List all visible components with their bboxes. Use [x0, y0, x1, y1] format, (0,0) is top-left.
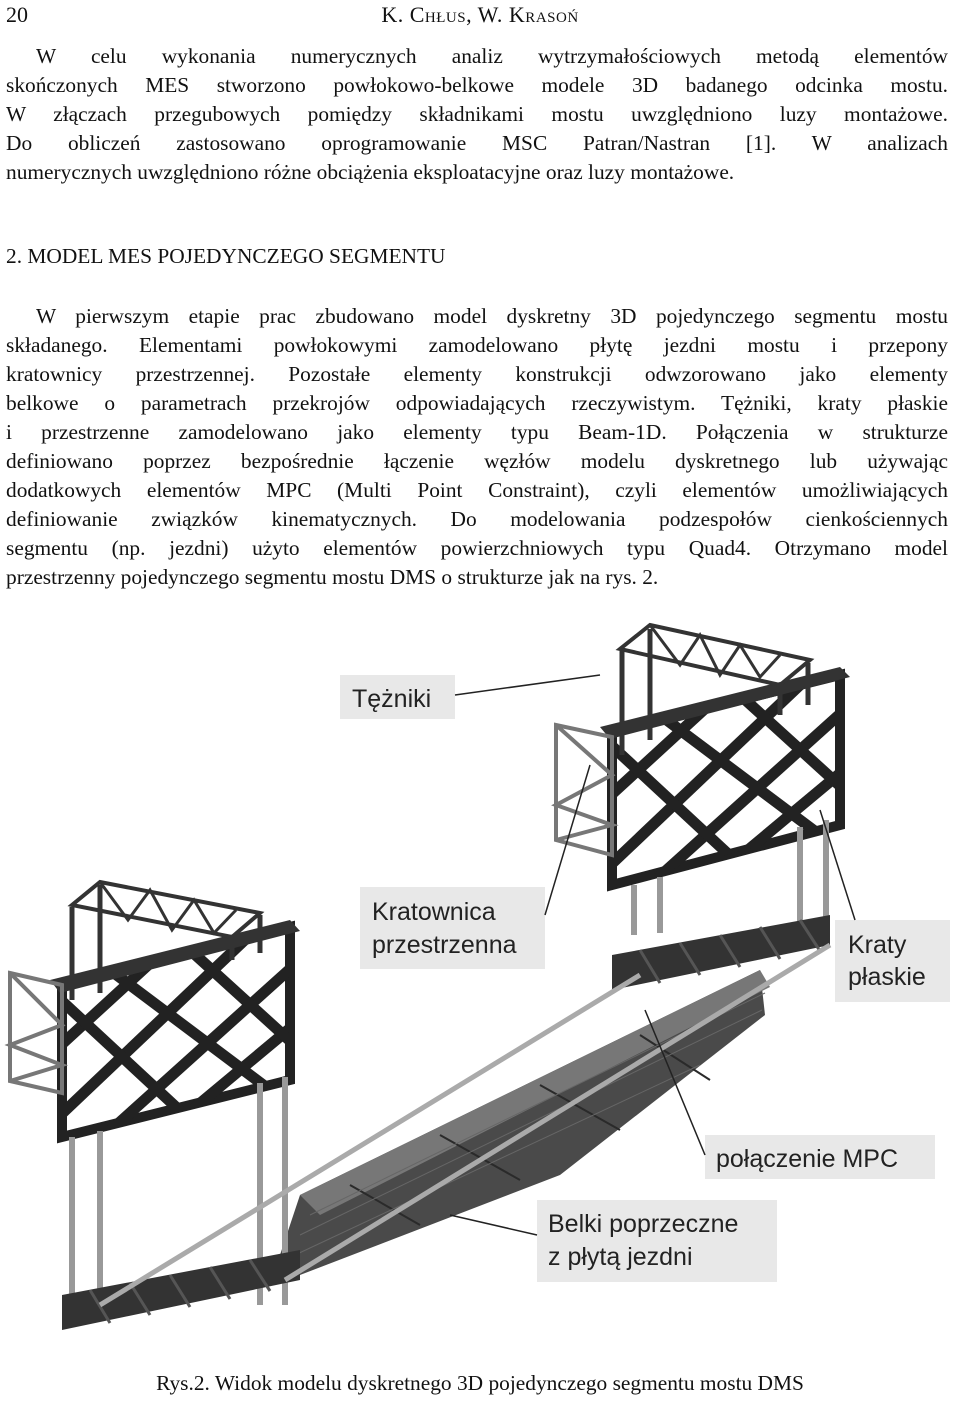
svg-text:Kraty: Kraty	[848, 931, 907, 959]
svg-text:Belki poprzeczne: Belki poprzeczne	[548, 1210, 739, 1238]
section-heading: 2. MODEL MES POJEDYNCZEGO SEGMENTU	[6, 244, 446, 268]
svg-text:Kratownica: Kratownica	[372, 898, 496, 926]
page-number: 20	[6, 2, 28, 27]
label-belki	[450, 1200, 777, 1282]
text-line: przestrzenny pojedynczego segmentu mostu DMS o strukturze jak na rys. 2.	[6, 565, 659, 589]
text-line: definiowano poprzez bezpośrednie łączenie węzłów modelu dyskretnego lub używając	[6, 449, 948, 473]
text-line: kratownicy przestrzennej. Pozostałe elementy konstrukcji odwzorowano jako elementy	[6, 362, 948, 386]
text-line: skończonych MES stworzono powłokowo-belkowe modele 3D badanego odcinka mostu.	[6, 73, 948, 97]
section-paragraph	[6, 302, 948, 592]
far-truss-panel	[600, 667, 850, 885]
text-line: W pierwszym etapie prac zbudowano model dyskretny 3D pojedynczego segmentu mostu	[36, 304, 948, 328]
text-line: i przestrzenne zamodelowano jako elementy typu Beam-1D. Połączenia w strukturze	[6, 420, 948, 444]
svg-text:przestrzenna: przestrzenna	[372, 931, 517, 959]
bridge-model-figure	[0, 615, 960, 1355]
text-line: W celu wykonania numerycznych analiz wytrzymałościowych metodą elementów	[36, 44, 948, 68]
running-authors: K. Chłus, W. Krasoń	[381, 2, 579, 27]
svg-text:płaskie: płaskie	[848, 963, 926, 991]
text-line: W złączach przegubowych pomiędzy składnikami mostu uwzględniono luzy montażowe.	[6, 102, 948, 126]
near-side-lattice	[10, 973, 62, 1093]
figure-caption: Rys.2. Widok modelu dyskretnego 3D pojedynczego segmentu mostu DMS	[156, 1371, 804, 1395]
text-line: składanego. Elementami powłokowymi zamodelowano płytę jezdni mostu i przepony	[6, 333, 948, 357]
text-line: Do obliczeń zastosowano oprogramowanie MSC Patran/Nastran [1]. W analizach	[6, 131, 948, 155]
text-line: definiowanie związków kinematycznych. Do modelowania podzespołów cienkościennych	[6, 507, 948, 531]
far-bottom-chord	[612, 915, 830, 990]
far-side-lattice	[556, 725, 612, 855]
label-tezniki	[340, 675, 600, 719]
text-line: numerycznych uwzględniono różne obciążenia eksploatacyjne oraz luzy montażowe.	[6, 160, 735, 184]
page-header	[0, 0, 960, 30]
svg-text:Tężniki: Tężniki	[352, 685, 432, 713]
label-kraty	[820, 810, 950, 1002]
intro-paragraph	[6, 42, 948, 187]
text-line: belkowe o parametrach przekrojów odpowiadających rzeczywistym. Tężniki, kraty płaskie	[6, 391, 948, 415]
svg-text:z płytą jezdni: z płytą jezdni	[548, 1243, 693, 1271]
svg-text:połączenie MPC: połączenie MPC	[716, 1145, 899, 1173]
text-line: dodatkowych elementów MPC (Multi Point Constraint), czyli elementów umożliwiających	[6, 478, 948, 502]
text-line: segmentu (np. jezdni) użyto elementów powierzchniowych typu Quad4. Otrzymano model	[6, 536, 948, 560]
